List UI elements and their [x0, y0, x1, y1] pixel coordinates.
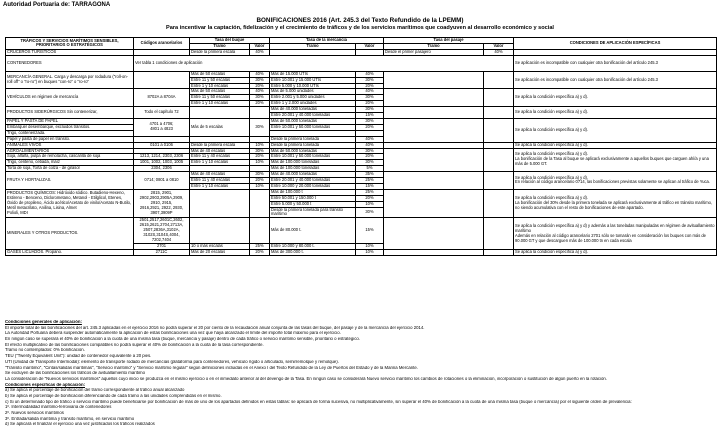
cell-condiciones	[514, 172, 717, 190]
cell-tramo: Más de 50 escalas	[190, 89, 250, 95]
cell-tramo: Entre 10.001 y 50.000 toneladas	[270, 154, 356, 160]
cell-tramo: Desde la primera escala	[190, 142, 250, 148]
cell-valor: 10%	[250, 160, 270, 166]
cell-codigos	[134, 189, 190, 218]
cell-codigos: 0101 a 0106	[134, 142, 190, 148]
cell-valor: 30%	[356, 148, 384, 154]
condition-line: En relación al código arancelario 0714, las bonificaciones previstas solamente se aplican al tráfico de Yuca.	[515, 179, 710, 185]
cell-tramo: Entre 11 y 40 escalas	[190, 178, 250, 184]
cell-tramo: Entre 11 y 50 escalas	[190, 95, 250, 101]
cell-valor: 40%	[356, 89, 384, 95]
note-line: 3º. Entrada/salida marítima y tránsito marítimo, en servicio marítimo	[5, 416, 135, 421]
cell-valor: 30%	[250, 95, 270, 101]
cell-tramo: Entre 1 y 2.000 unidades	[270, 101, 356, 107]
cell-condiciones: Se aplica la condición específica a) y d).	[514, 89, 717, 107]
cell-tramo: Entre 20.001 y 40.000 toneladas	[270, 113, 356, 119]
cell-valor: 15%	[356, 113, 384, 119]
cell-valor: 20%	[356, 83, 384, 89]
row-name	[6, 189, 134, 218]
row-subname: Trigo, centeno, cebada, maíz	[6, 160, 134, 166]
cell-codigos: 0714; 0801 a 0810	[134, 172, 190, 190]
cell-tramo: Entre 2.001 y 5.000 unidades	[270, 95, 356, 101]
cell-valor: 30%	[356, 107, 384, 113]
cell-tramo: Más de 20 escalas	[190, 249, 250, 255]
cell-tramo: Más de 40 escalas	[190, 172, 250, 178]
cell-valor: 30%	[356, 118, 384, 124]
cell-codigos: 8702A a 8704A	[134, 89, 190, 107]
row-name: AGROALIMENTARIOS	[6, 148, 134, 154]
cell-tramo: Entre 5.000 y 50.000 t	[270, 201, 356, 207]
note-line: La consideración de "Nuevos servicios marítimos" aquellos cuyo inicio se produzca en el mismo ejercicio o en el inmediato anterior al del devengo de la Tasa. En ningún caso se considerará Nuevo servicio marítimo los cambios de rotaciones o la eliminación, incorporación o sustitución de algún puerto en la rotación.	[5, 376, 607, 381]
cell-valor: 20%	[356, 124, 384, 130]
cell-tramo: Entre 1 y 10 escalas	[190, 183, 250, 189]
table-row	[6, 218, 717, 244]
cell-valor: 40%	[484, 49, 514, 55]
cell-tramo: Entre 1 y 10 escalas	[190, 83, 250, 89]
cell-valor: 20%	[356, 101, 384, 107]
header-codigos: Códigos arancelarios	[134, 38, 190, 50]
cell-valor: 30%	[356, 95, 384, 101]
cell-tramo: Entre 1 y 10 escalas	[190, 101, 250, 107]
note-line: El efecto multiplicativo de las bonificaciones compatibles no podrá superar el 40% de bonificación a la cuota de la tasa correspondiente.	[5, 342, 264, 347]
page-subtitle: Para incentivar la captación, fidelización y el crecimiento de tráficos y de los servicios marítimos que coadyuven al desarrollo económico y social	[166, 25, 554, 31]
row-name: CONTENEDORES	[6, 55, 134, 71]
header-mercancia: Tasa de la mercancía	[270, 38, 384, 44]
cell-codigos	[134, 218, 190, 244]
cell-tramo: Desde la primera escala	[190, 49, 250, 55]
cell-tramo: Más de 50 escalas	[190, 71, 250, 77]
table-row	[6, 55, 717, 71]
cell-valor: 10%	[356, 201, 384, 207]
header-pasaje: Tasa del pasaje	[384, 38, 514, 44]
cell-valor: 40%	[356, 142, 384, 148]
header-buque: Tasa del buque	[190, 38, 270, 44]
code-line: 2615,2621,2704,2713A,	[139, 222, 184, 228]
cell-tramo: Más de 5 escalas	[190, 118, 250, 136]
cell-condiciones: Se aplica la condición específica a) y d).	[514, 142, 717, 148]
cell-tramo: Entre 50.001 y 150.000 t	[270, 195, 356, 201]
row-subname: Torta de soja, Torta de colza - de girasol	[6, 166, 134, 172]
code-line: 2507,2836A,3102A,	[143, 227, 180, 233]
code-line: 4701 a 4706;	[149, 121, 174, 127]
cell-valor: 20%	[250, 154, 270, 160]
cell-tramo: Más de 100.000 t	[270, 189, 356, 195]
cell-tramo: Más de 300.000 t.	[270, 249, 356, 255]
cell-codigos	[134, 118, 190, 136]
row-name: CRUCEROS TURÍSTICOS	[6, 49, 134, 55]
condition-line: Se aplica la condición específica a) y d).	[515, 195, 589, 201]
cell-valor: 20%	[250, 101, 270, 107]
header-valor: Valor	[484, 43, 514, 49]
cell-valor: 10%	[250, 142, 270, 148]
cell-valor: 40%	[250, 49, 270, 55]
note-line: "Tránsito marítimo", "Cintas/salidas marítimas", "Servicio marítimo" y "Servicio marítimo regular" según definiciones incluidas en el Anexo I del Texto Refundido de la Ley de Puertos del Estado y de la Marina Mercante.	[5, 365, 418, 370]
condition-line: Se aplica la condición específica a) y d) y además a las toneladas manipuladas en régimen de avituallamiento marítimo	[515, 222, 715, 233]
cell-tramo: Entre 20.001 y 40.000 toneladas	[270, 178, 356, 184]
cell-valor: 30%	[250, 148, 270, 154]
cell-codigos: Todo el capítulo 72	[134, 107, 190, 119]
condition-line: La bonificación de la Tasa al buque se aplicará exclusivamente a aquellos buques que carguen ahí/a y una más de 5.000 GT.	[515, 156, 709, 167]
cell-valor: 40%	[356, 136, 384, 142]
name-line: Polioli, MDI	[7, 209, 28, 215]
condition-line: La bonificación del 30% desde la primera tonelada se aplicará exclusivamente al tráfico en tránsito marítimo, no siendo acumulativa con el resto de bonificaciones de este apartado.	[515, 200, 713, 211]
cell-tramo: 10 o más escalas	[190, 243, 250, 249]
row-name: MINERALES Y OTROS PRODUCTOS.	[6, 218, 134, 249]
cell-codigos: 2701	[134, 243, 190, 249]
row-subname: Soja, alfalfa, pulpa de remolacha, cascarilla de soja	[6, 154, 134, 160]
note-line: Se excluyen de las bonificaciones los tráficos de avituallamiento marítimo	[5, 371, 145, 376]
cell-valor: 30%	[356, 77, 384, 83]
cell-tramo: Entre 1 y 10 escalas	[190, 160, 250, 166]
cell-tramo: Entre 10.000 y 20.000 toneladas	[270, 183, 356, 189]
note-line: a) Se aplica el porcentaje de bonificación del tramo correspondiente al tráfico anual alcanzado	[5, 388, 185, 393]
cell-tramo: Entre 10.001 y 50.000 toneladas	[270, 124, 356, 130]
notes-heading: Condiciones generales de aplicación:	[5, 320, 82, 324]
row-name: PRODUCTOS SIDERÚRGICOS Sin contenerizar,	[6, 107, 134, 119]
cell-valor: 10%	[250, 183, 270, 189]
header-tramo: Tramo	[190, 43, 250, 49]
note-line: La Autoridad Portuaria deberá suspender automáticamente la aplicación de estas bonificaciones una vez que haya alcanzado el límite del importe total máximo para el ejercicio.	[5, 331, 341, 336]
row-name: PAPEL Y PASTA DE PAPEL	[6, 118, 134, 124]
header-valor: Valor	[250, 43, 270, 49]
cell-valor: 20%	[356, 195, 384, 201]
cell-tramo: Más de 40.000 toneladas	[270, 172, 356, 178]
cell-tramo: Desde la primera tonelada	[270, 136, 356, 142]
code-line: 3102S,3104S,4004,	[143, 232, 180, 238]
cell-tramo: Desde el primer pasajero	[384, 49, 484, 55]
cell-tramo: Entre 5.000 y 10.000 UTIs	[270, 83, 356, 89]
cell-condiciones: Se aplica la condición específica a) y d).	[514, 118, 717, 142]
cell-tramo: Desde la primera tonelada	[270, 142, 356, 148]
header-condiciones: CONDICIONES DE APLICACIÓN ESPECÍFICAS	[514, 38, 717, 50]
cell-tramo: Entre 10.000 y 80.000 t.	[270, 243, 356, 249]
cell-valor: 35%	[356, 172, 384, 178]
cell-valor: 20%	[250, 178, 270, 184]
row-subname: Trigo, contenerizada.	[6, 130, 134, 136]
cell-condiciones	[514, 189, 717, 218]
cell-valor: 20%	[250, 83, 270, 89]
cell-codigos: 2711C	[134, 249, 190, 255]
note-line: 2º. Nuevos servicios marítimos	[5, 411, 64, 415]
cell-valor: 40%	[250, 89, 270, 95]
code-line: 2902,2903,2905A,2909,	[139, 195, 184, 201]
row-name: GASES LICUADOS. Propano.	[6, 249, 134, 255]
cell-codigos: 1001, 1002, 1003, 1005	[134, 160, 190, 166]
cell-tramo: Más de 40.000 toneladas	[270, 107, 356, 113]
cell-tramo: Entre 11 y 50 escalas	[190, 77, 250, 83]
cell-tramo: Más de 80.000 t.	[270, 218, 356, 244]
cell-valor: 25%	[356, 189, 384, 195]
cell-codigos: 2304, 2306	[134, 166, 190, 172]
authority-name: Autoridad Portuaria de: TARRAGONA	[3, 2, 111, 8]
cell-condiciones: Se aplica la condición específica a) y d).	[514, 107, 717, 119]
cell-valor: 30%	[250, 118, 270, 136]
note-line: Tramo no contemplados: 0% bonificación.	[5, 348, 85, 353]
header-traficos: TRÁFICOS Y SERVICIOS MARÍTIMOS SENSIBLES, PRIORITARIOS O ESTRATÉGICOS	[6, 38, 134, 50]
note-line: b) Se aplica el porcentaje de bonificación diferenciando de cada tramo a las unidades comprendidas en el mismo.	[5, 393, 222, 398]
cell-valor: 40%	[250, 71, 270, 77]
code-line: 2916,2921, 2922, 2930,	[139, 205, 184, 211]
note-line: UTI (Unidad de Transporte Intermodal): elemento de transporte rodado de mercancías (plataforma para contenedores, vehículo rígido o articulado, semirremolque y remolque).	[5, 359, 339, 364]
code-line: 3907,3909P	[150, 209, 173, 215]
cell-tramo: Entre 11 y 40 escalas	[190, 154, 250, 160]
cell-condiciones: Se aplica la condición específica a) y d).	[514, 249, 717, 255]
cell-valor: 20%	[356, 154, 384, 160]
notes-heading: Condiciones específicas de aplicación:	[5, 382, 85, 387]
cell-tramo: Más de 50.000 toneladas	[270, 148, 356, 154]
row-name: VEHÍCULOS en régimen de mercancía	[6, 89, 134, 107]
cell-valor: 20%	[250, 249, 270, 255]
note-line: c) Si un determinado tipo de tráfico o servicio marítimo puede beneficiarse por bonificación de más de uno de los apartados definidos en estas tablas: se aplicará de forma sucesiva, no multiplicativamente, sin superar el 40% de bonificación a la cuota de una misma tasa (buque o mercancía) por el siguiente orden de prevalencia:	[5, 399, 632, 404]
cell-tramo: Entre 10.001 y 15.000 UTIs	[270, 77, 356, 83]
cell-condiciones	[514, 218, 717, 249]
condition-line: Se aplica la condición específica a) y d).	[515, 174, 589, 180]
header-valor: Valor	[356, 43, 384, 49]
row-subname: Embarque/ desembarque, excluidos tránsitos.	[6, 124, 134, 130]
cell-valor: 40%	[356, 71, 384, 77]
header-tramo: Tramo	[270, 43, 356, 49]
name-line: Óxido de propileno, Ácido acético/Acetato de vinilo/Acetato N-Butilo,	[7, 200, 132, 206]
cell-valor: 5%	[356, 166, 384, 172]
cell-tramo: Más de 40 escalas	[190, 148, 250, 154]
cell-valor: 15%	[356, 218, 384, 244]
condition-line: Se aplica la condición específica a) y d).	[515, 151, 589, 157]
name-line: PRODUCTOS QUÍMICOS: Hidróxido sódico. Butadieno-Hexeno,	[7, 190, 125, 196]
cell-valor: 30%	[356, 160, 384, 166]
row-name: MERCANCÍA GENERAL. Carga y descarga por rodadura ("roll-on-roll off" o "ro-ro") en buques "con-ro" o "ro-ro"	[6, 71, 134, 89]
cell-codigos: 1213, 1214, 2303, 2306	[134, 154, 190, 160]
row-name: FRUTA Y HORTALIZAS.	[6, 172, 134, 190]
row-name: ANIMALES VIVOS	[6, 142, 134, 148]
code-line: 4801 a 4823	[150, 126, 173, 132]
cell-tramo: Más de 50.000 toneladas	[270, 118, 356, 124]
code-line: 2815, 2901,	[150, 190, 173, 196]
cell-tramo: Más de 100.000 toneladas	[270, 160, 356, 166]
cell-tramo: Más de 15.000 UTIs	[270, 71, 356, 77]
code-line: 7202,7404	[151, 237, 172, 242]
cell-valor: 25%	[356, 178, 384, 184]
cell-valor: 10%	[356, 243, 384, 249]
cell-condiciones	[514, 148, 717, 172]
cell-tramo: Más de 100.000 toneladas	[270, 166, 356, 172]
bonificaciones-table	[5, 37, 717, 256]
cell-condiciones: Se aplicación es incompatible con cualquier otra bonificación del artículo 245.3	[514, 55, 717, 71]
note-line: En ningún caso se superará el 40% de bonificación a la cuota de una misma tasa (buque, mercancía y pasaje) dentro de cada tráfico o servicio marítimo sensible, prioritario o estratégico.	[5, 337, 360, 342]
cell-valor: 10%	[356, 249, 384, 255]
cell-valor: 30%	[250, 77, 270, 83]
cell-tramo: Desde la primera tonelada para tránsito marítimo	[270, 207, 356, 218]
code-line: 2910, 2915,	[150, 200, 173, 206]
note-line: TEU ("Twenty Equivalent Unit"): unidad de contenedor equivalente a 20 pies.	[5, 354, 152, 359]
code-line: 2501,2517,2601C,2602,	[139, 217, 184, 223]
table-row	[6, 249, 717, 255]
header-tramo: Tramo	[384, 43, 484, 49]
cell-valor: 25%	[250, 243, 270, 249]
cell-tramo: Más de 5.000 unidades	[270, 89, 356, 95]
note-line: El importe total de las bonificaciones del art. 245.3 aplicadas en el ejercicio 2016 no podrá superar el 20 por ciento de la recaudación anual conjunta de las tasas del buque, del pasaje y de la mercancía del ejercicio 2014.	[5, 325, 425, 330]
cell-valor: 30%	[250, 172, 270, 178]
cell-valor: 30%	[356, 207, 384, 218]
condition-line: Además en relación al código arancelario 2701 sólo se tomarán en consideración los buques con más de 90.000 GT y que descarguen más de 100.000 tn en cada escala	[515, 232, 706, 243]
cell-valor: 15%	[356, 183, 384, 189]
cell-condiciones: Se aplicación es incompatible con cualquier otra bonificación del artículo 245.3	[514, 71, 717, 89]
notes-section	[5, 320, 717, 428]
cell-codigos: Ver tabla 1 condiciones de aplicación	[134, 55, 514, 71]
page-title: BONIFICACIONES 2016 (Art. 245.3 del Texto Refundido de la LPEMM)	[256, 17, 464, 24]
name-line: Metil metacrilato, Anilina, Lisina, Almet	[7, 205, 77, 211]
name-line: Estireno - Benceno, Diclorometano, Metanol - Etilglicol, Etenes,	[7, 195, 123, 201]
note-line: d) Se aplicará el finalizar el ejercicio una vez justificados los tráficos realizados	[5, 422, 155, 427]
row-subname: Papel y pasta de papel en tránsito.	[6, 136, 134, 142]
note-line: 1º. Intermodalidad marítimo-ferroviaria de contenedores	[5, 405, 112, 410]
